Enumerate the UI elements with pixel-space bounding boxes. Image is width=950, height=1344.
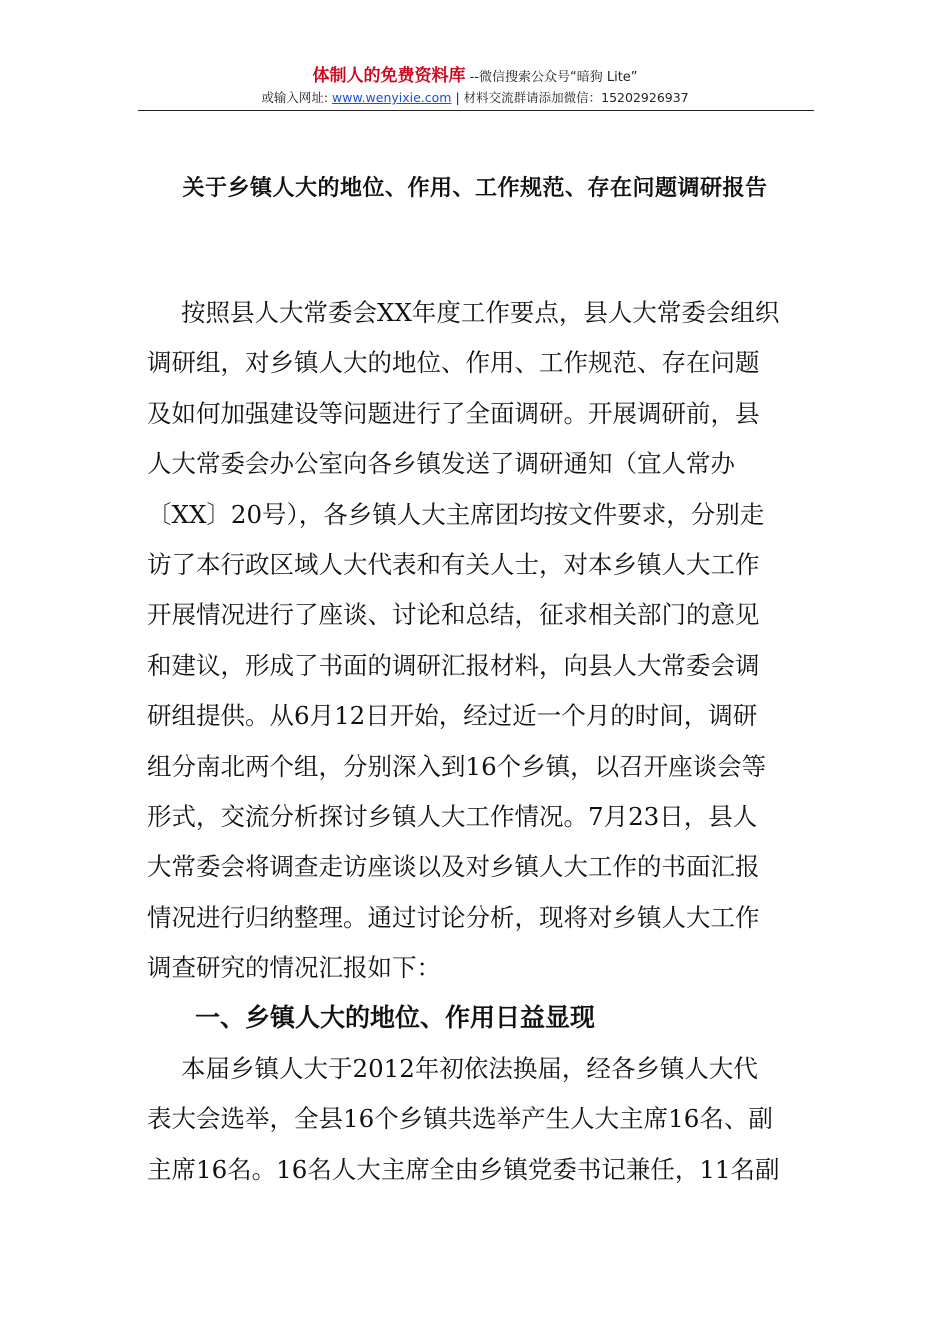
- document-body: [147, 288, 807, 1195]
- paragraph-line: 组分南北两个组，分别深入到16个乡镇，以召开座谈会等: [147, 751, 767, 781]
- header-divider: [138, 110, 814, 111]
- paragraph-line: 主席16名。16名人大主席全由乡镇党委书记兼任，11名副: [147, 1154, 780, 1184]
- section-heading: 一、乡镇人大的地位、作用日益显现: [195, 1003, 596, 1033]
- paragraph-line: 形式，交流分析探讨乡镇人大工作情况。7月23日，县人: [147, 801, 758, 831]
- header-site-link[interactable]: www.wenyixie.com: [332, 90, 452, 105]
- paragraph-line: 研组提供。从6月12日开始，经过近一个月的时间，调研: [147, 701, 758, 731]
- header-site-line: [0, 89, 950, 107]
- paragraph-line: 本届乡镇人大于2012年初依法换届，经各乡镇人大代: [181, 1053, 758, 1083]
- header-promo: --微信搜索公众号“暗狗 Lite”: [465, 70, 638, 85]
- paragraph-line: 访了本行政区域人大代表和有关人士，对本乡镇人大工作: [147, 549, 760, 579]
- paragraph-line: 按照县人大常委会XX年度工作要点，县人大常委会组织: [181, 298, 780, 327]
- paragraph-line: 及如何加强建设等问题进行了全面调研。开展调研前，县: [147, 398, 760, 428]
- paragraph-line: 开展情况进行了座谈、讨论和总结，征求相关部门的意见: [147, 600, 760, 630]
- paragraph-line: 情况进行归纳整理。通过讨论分析，现将对乡镇人大工作: [147, 902, 760, 932]
- paragraph-line: 调研组，对乡镇人大的地位、作用、工作规范、存在问题: [147, 348, 760, 378]
- paragraph-line: 〔XX〕20号），各乡镇人大主席团均按文件要求，分别走: [147, 499, 765, 529]
- paragraph-line: 大常委会将调查走访座谈以及对乡镇人大工作的书面汇报: [147, 852, 760, 882]
- header-brand: 体制人的免费资料库: [312, 66, 466, 86]
- header-banner: [0, 66, 950, 88]
- document-title: 关于乡镇人大的地位、作用、工作规范、存在问题调研报告: [182, 176, 768, 201]
- paragraph-line: 调查研究的情况汇报如下：: [147, 953, 441, 983]
- paragraph-line: 人大常委会办公室向各乡镇发送了调研通知（宜人常办: [147, 449, 735, 479]
- paragraph-line: 表大会选举，全县16个乡镇共选举产生人大主席16名、副: [147, 1104, 773, 1134]
- paragraph-line: 和建议，形成了书面的调研汇报材料，向县人大常委会调: [147, 650, 760, 680]
- header-site-prefix: 或输入网址:: [261, 90, 333, 105]
- header-contact: | 材料交流群请添加微信：15202926937: [451, 90, 689, 105]
